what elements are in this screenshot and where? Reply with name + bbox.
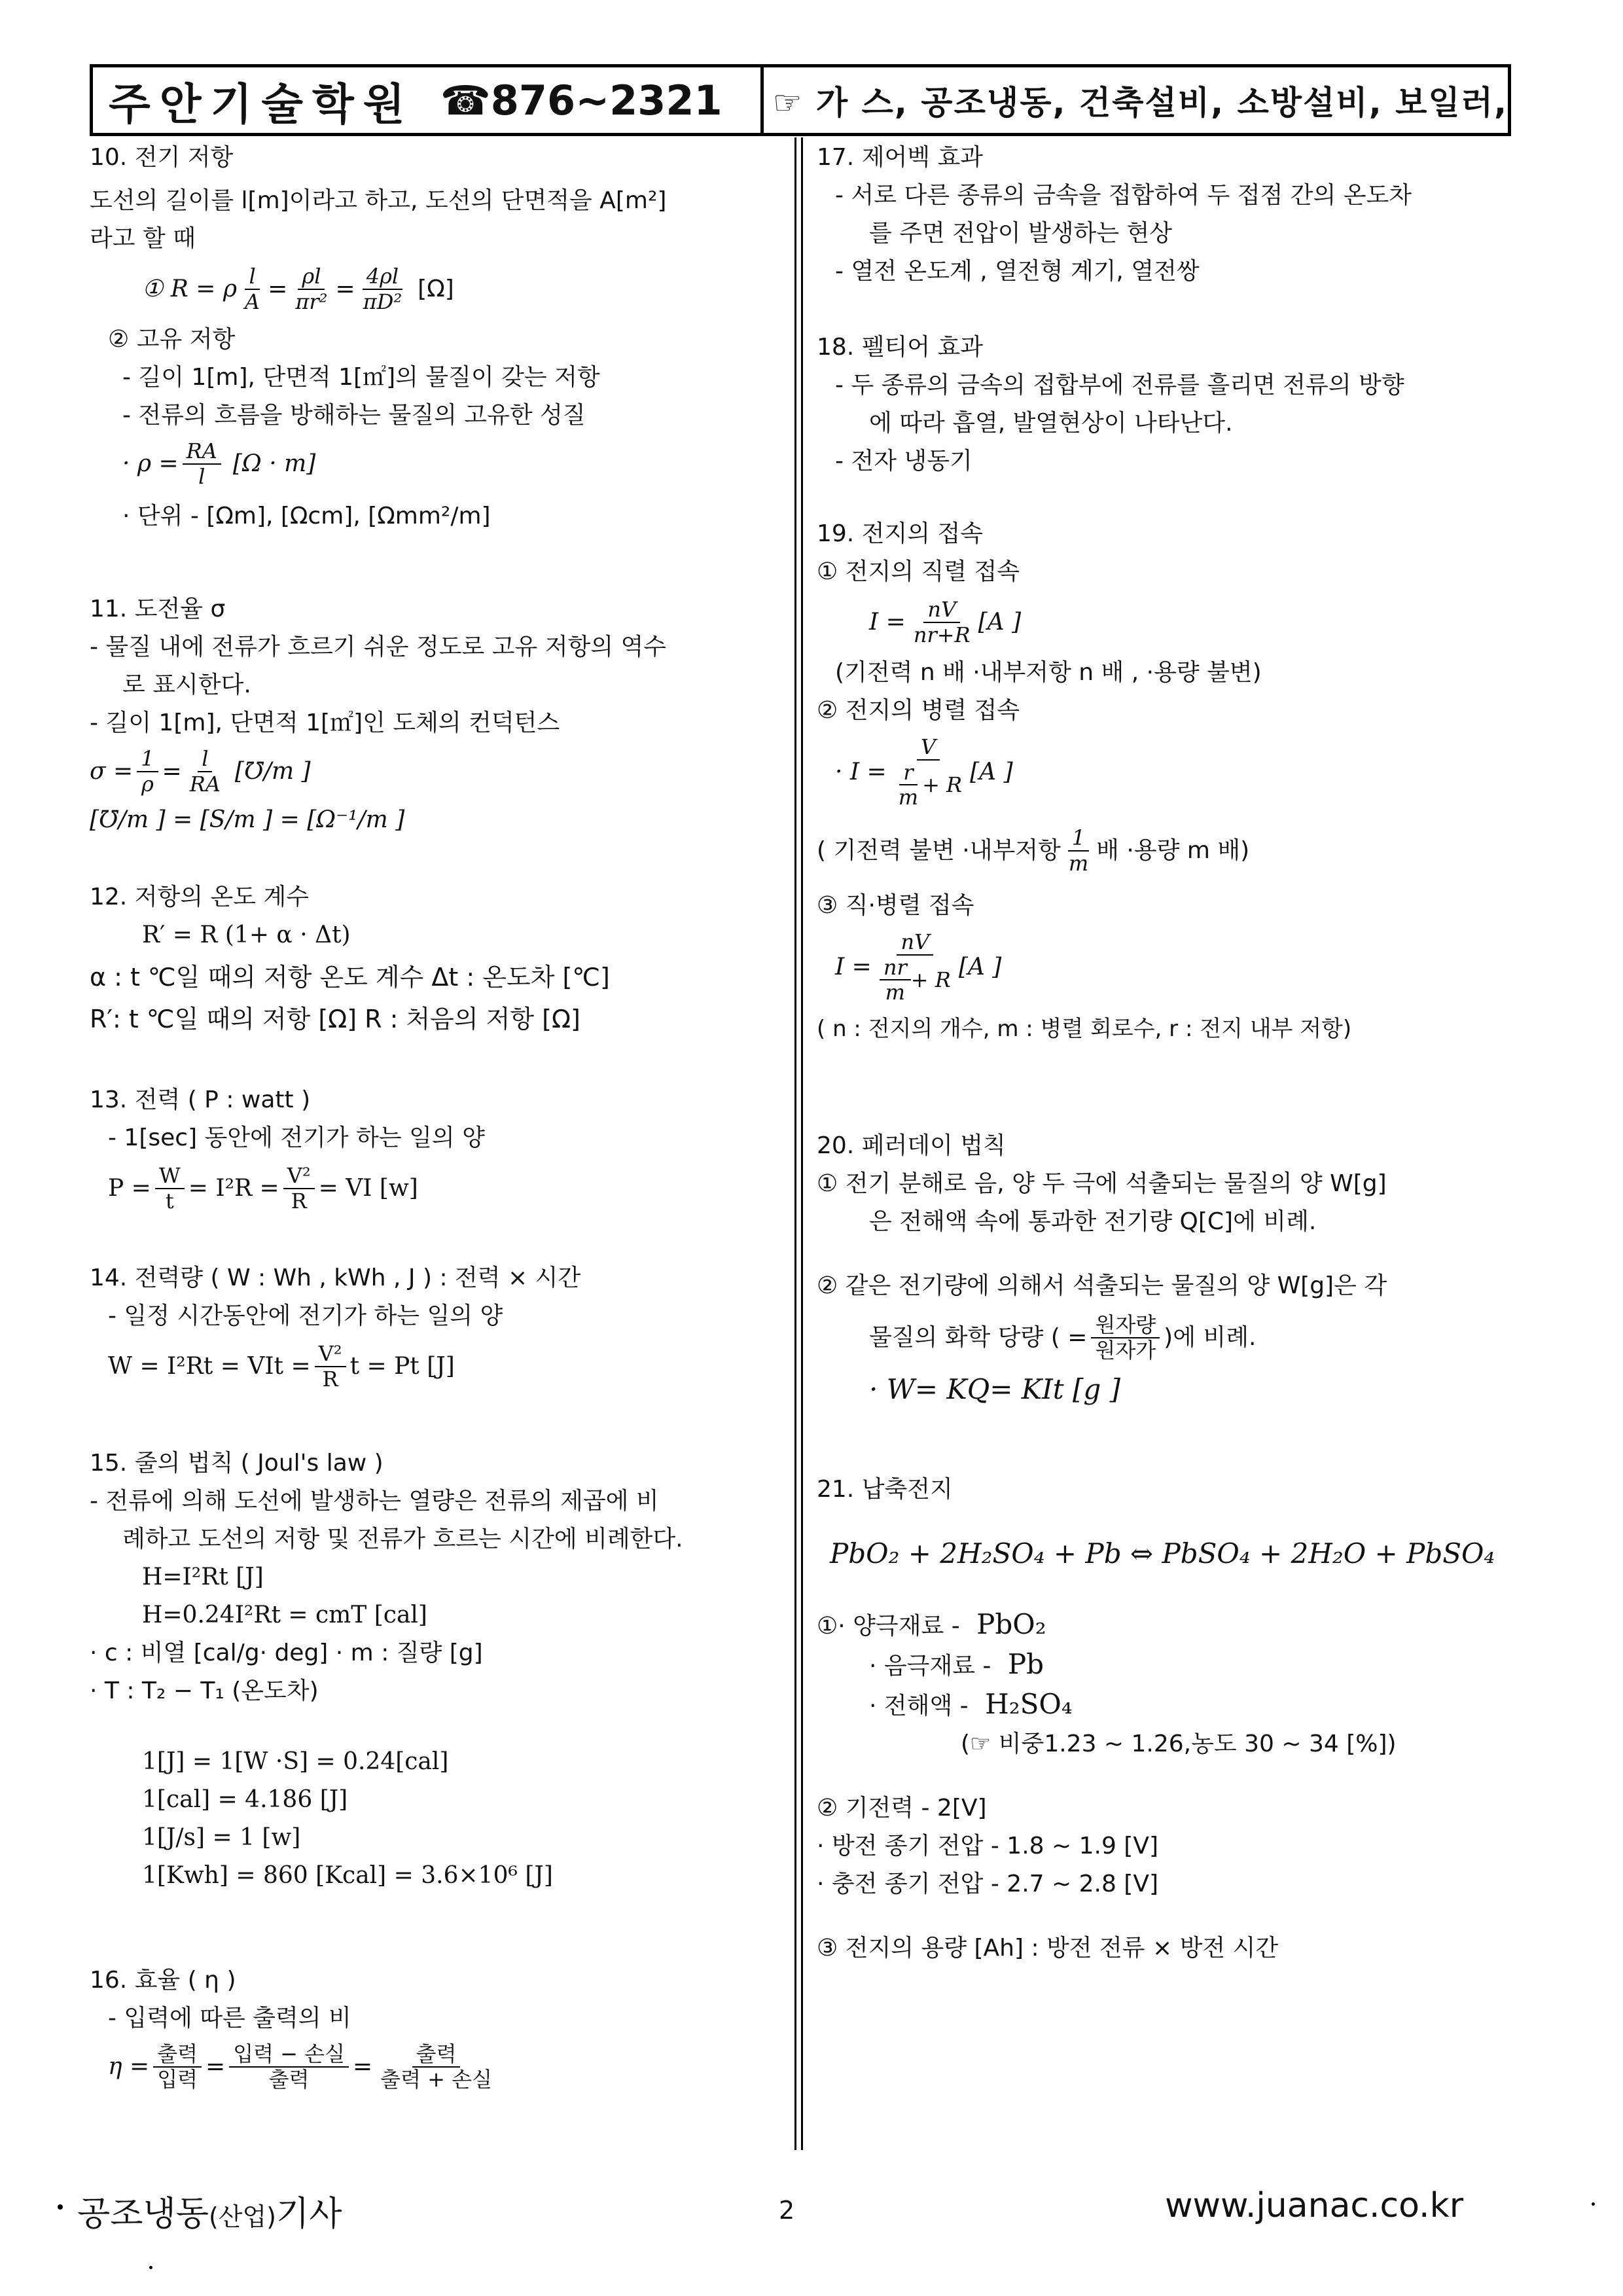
conversion-line: 1[cal] = 4.186 [J] <box>142 1786 348 1813</box>
subheading: ② 전지의 병렬 접속 <box>817 697 1020 724</box>
footer-course: 공조냉동(산업)기사 <box>77 2186 342 2235</box>
section-title: 14. 전력량 ( W : Wh , kWh , J ) : 전력 × 시간 <box>90 1265 581 1291</box>
text-line: · T : T₂ − T₁ (온도차) <box>90 1677 319 1704</box>
text-line: 도선의 길이를 l[m]이라고 하고, 도선의 단면적을 A[m²] <box>90 187 667 214</box>
text-line: - 일정 시간동안에 전기가 하는 일의 양 <box>108 1302 503 1329</box>
bullet-dot <box>58 2204 63 2210</box>
text-line: - 전자 냉동기 <box>835 448 972 475</box>
text-line: 은 전해액 속에 통과한 전기량 Q[C]에 비례. <box>869 1208 1317 1235</box>
page-number: 2 <box>779 2196 795 2225</box>
academy-logo: 주안기술학원 <box>109 79 414 130</box>
series-parallel-formula: I = nV $\frac{nr}{m}$ + R [A ] <box>835 929 1002 1005</box>
temp-coefficient-formula: R′ = R (1+ α · Δt) <box>142 922 351 948</box>
emf-line: ② 기전력 - 2[V] <box>817 1795 987 1821</box>
text-line: - 서로 다른 종류의 금속을 접합하여 두 접점 간의 온도차 <box>835 182 1412 209</box>
reaction-equation: PbO₂ + 2H₂SO₄ + Pb ⇔ PbSO₄ + 2H₂O + PbSO₄ <box>830 1537 1495 1570</box>
text-line: - 길이 1[m], 단면적 1[㎡]인 도체의 컨덕턴스 <box>90 709 560 736</box>
bullet: - 길이 1[m], 단면적 1[㎡]의 물질이 갖는 저항 <box>122 364 600 391</box>
material-line: ①· 양극재료 - PbO₂ <box>817 1608 1046 1640</box>
text-line: - 입력에 따른 출력의 비 <box>108 2005 351 2032</box>
conversion-line: 1[J/s] = 1 [w] <box>142 1824 301 1851</box>
joule-formula: H=I²Rt [J] <box>142 1564 264 1590</box>
section-14 <box>90 1259 790 1398</box>
subheading: ③ 직·병렬 접속 <box>817 892 974 919</box>
conversion-line: 1[J] = 1[W ·S] = 0.24[cal] <box>142 1748 449 1775</box>
text-line: 를 주면 전압이 발생하는 현상 <box>869 220 1173 247</box>
section-12 <box>90 878 790 1038</box>
equivalent-weight: 물질의 화학 당량 ( = $\frac{\text{원자량}}{\text{원자가}}$ )에 비례. <box>869 1312 1257 1363</box>
section-title: 11. 도전율 σ <box>90 596 226 622</box>
section-18 <box>817 329 1510 480</box>
academy-box <box>93 67 764 133</box>
series-formula: I = $\frac{nV}{nr+R}$ [A ] <box>869 597 1022 647</box>
material-line: · 음극재료 - Pb <box>869 1648 1044 1680</box>
column-divider <box>794 137 796 2150</box>
subheading: ① 전지의 직렬 접속 <box>817 558 1020 585</box>
section-16 <box>90 1962 790 2096</box>
note-line: (기전력 n 배 ·내부저항 n 배 , ·용량 불변) <box>835 659 1262 686</box>
section-10 <box>90 139 790 535</box>
text-line: ① 전기 분해로 음, 양 두 극에 석출되는 물질의 양 W[g] <box>817 1170 1387 1197</box>
text-line: 라고 할 때 <box>90 225 196 252</box>
voltage-line: · 충전 종기 전압 - 2.7 ~ 2.8 [V] <box>817 1871 1159 1897</box>
course-fields: ☞ 가 스, 공조냉동, 건축설비, 소방설비, 보일러, <box>772 84 1508 122</box>
section-11 <box>90 590 790 839</box>
phone-number: ☎876~2321 <box>440 76 722 124</box>
section-title: 17. 제어벡 효과 <box>817 144 984 171</box>
subheading: ② 고유 저항 <box>108 326 236 353</box>
fields-box <box>764 67 1508 133</box>
section-title: 21. 납축전지 <box>817 1476 953 1503</box>
legend-line: ( n : 전지의 개수, m : 병렬 회로수, r : 전지 내부 저항) <box>817 1016 1352 1042</box>
section-20 <box>817 1127 1510 1408</box>
section-13 <box>90 1081 790 1220</box>
text-line: 에 따라 흡열, 발열현상이 나타난다. <box>869 410 1233 437</box>
text-line: · c : 비열 [cal/g· deg] · m : 질량 [g] <box>90 1640 483 1666</box>
unit-equivalence: [℧/m ] = [S/m ] = [Ω⁻¹/m ] <box>90 806 405 833</box>
energy-formula: W = I²Rt = VIt = $\frac{\text{V²}}{R}$ t = Pt [J] <box>108 1341 455 1391</box>
section-title: 15. 줄의 법칙 ( Joul's law ) <box>90 1450 383 1477</box>
power-formula: P = $\frac{W}{t}$ = I²R = $\frac{\text{V²}}{R}$ = VI [w] <box>108 1163 418 1213</box>
parallel-formula: · I = V $\frac{r}{m}$ + R [A ] <box>835 734 1013 810</box>
text-line: 례하고 도선의 저항 및 전류가 흐르는 시간에 비례한다. <box>122 1526 683 1552</box>
text-line: ② 같은 전기량에 의해서 석출되는 물질의 양 W[g]은 각 <box>817 1272 1387 1299</box>
section-title: 20. 페러데이 법칙 <box>817 1132 1006 1159</box>
conductivity-formula: σ = $\frac{1}{\rho}$ = $\frac{l}{RA}$ [℧/m ] <box>90 746 311 797</box>
section-title: 12. 저항의 온도 계수 <box>90 884 310 910</box>
section-19 <box>817 515 1510 1048</box>
website-url: www.juanac.co.kr <box>1165 2186 1464 2225</box>
material-line: · 전해액 - H₂SO₄ <box>869 1688 1073 1720</box>
parallel-note: ( 기전력 불변 ·내부저항 $\frac{1}{m}$ 배 ·용량 m 배) <box>817 825 1250 876</box>
section-15 <box>90 1444 790 1895</box>
voltage-line: · 방전 종기 전압 - 1.8 ~ 1.9 [V] <box>817 1833 1159 1859</box>
section-title: 18. 펠티어 효과 <box>817 334 984 361</box>
section-title: 16. 효율 ( η ) <box>90 1967 236 1994</box>
resistance-formula: ① R = ρ $\frac{l}{A}$ = $\frac{\rho l}{\text{πr²}}$ = $\frac{4\rho l}{\text{πD²}}$ [Ω] <box>142 264 454 314</box>
heat-formula: H=0.24I²Rt = cmT [cal] <box>142 1602 427 1628</box>
bullet: - 전류의 흐름을 방해하는 물질의 고유한 성질 <box>122 402 586 429</box>
section-17 <box>817 139 1510 291</box>
units-line: · 단위 - [Ωm], [Ωcm], [Ωmm²/m] <box>122 503 491 529</box>
speck <box>149 2266 152 2269</box>
faraday-formula: · W= KQ= KIt [g ] <box>869 1373 1120 1405</box>
text-line: 로 표시한다. <box>122 672 251 698</box>
efficiency-formula: η = $\frac{\text{출력}}{\text{입력}}$ = $\frac{\text{입력 − 손실}}{\text{출력}}$ = $\frac{\text{출력}}{\text{출력 + 손실}}$ <box>108 2041 492 2092</box>
text-line: - 전류에 의해 도선에 발생하는 열량은 전류의 제곱에 비 <box>90 1488 659 1515</box>
capacity-line: ③ 전지의 용량 [Ah] : 방전 전류 × 방전 시간 <box>817 1935 1279 1962</box>
text-line: - 열전 온도계 , 열전형 계기, 열전쌍 <box>835 258 1200 285</box>
text-line: - 두 종류의 금속의 접합부에 전류를 흘리면 전류의 방향 <box>835 372 1404 399</box>
section-title: 13. 전력 ( P : watt ) <box>90 1086 311 1113</box>
column-divider <box>801 137 803 2150</box>
conversion-line: 1[Kwh] = 860 [Kcal] = 3.6×10⁶ [J] <box>142 1862 553 1889</box>
speck <box>1592 2202 1595 2206</box>
section-title: 19. 전지의 접속 <box>817 520 984 547</box>
resistivity-formula: · ρ = $\frac{RA}{l}$ [Ω · m] <box>122 439 316 489</box>
section-title: 10. 전기 저항 <box>90 144 234 171</box>
text-line: α : t ℃일 때의 저항 온도 계수 Δt : 온도차 [℃] <box>90 963 610 992</box>
section-21 <box>817 1471 1510 1967</box>
header-banner <box>90 64 1511 136</box>
text-line: - 1[sec] 동안에 전기가 하는 일의 양 <box>108 1124 485 1151</box>
specific-gravity: (☞ 비중1.23 ~ 1.26,농도 30 ~ 34 [%]) <box>961 1731 1397 1757</box>
text-line: R′: t ℃일 때의 저항 [Ω] R : 처음의 저항 [Ω] <box>90 1005 580 1033</box>
text-line: - 물질 내에 전류가 흐르기 쉬운 정도로 고유 저항의 역수 <box>90 634 667 660</box>
